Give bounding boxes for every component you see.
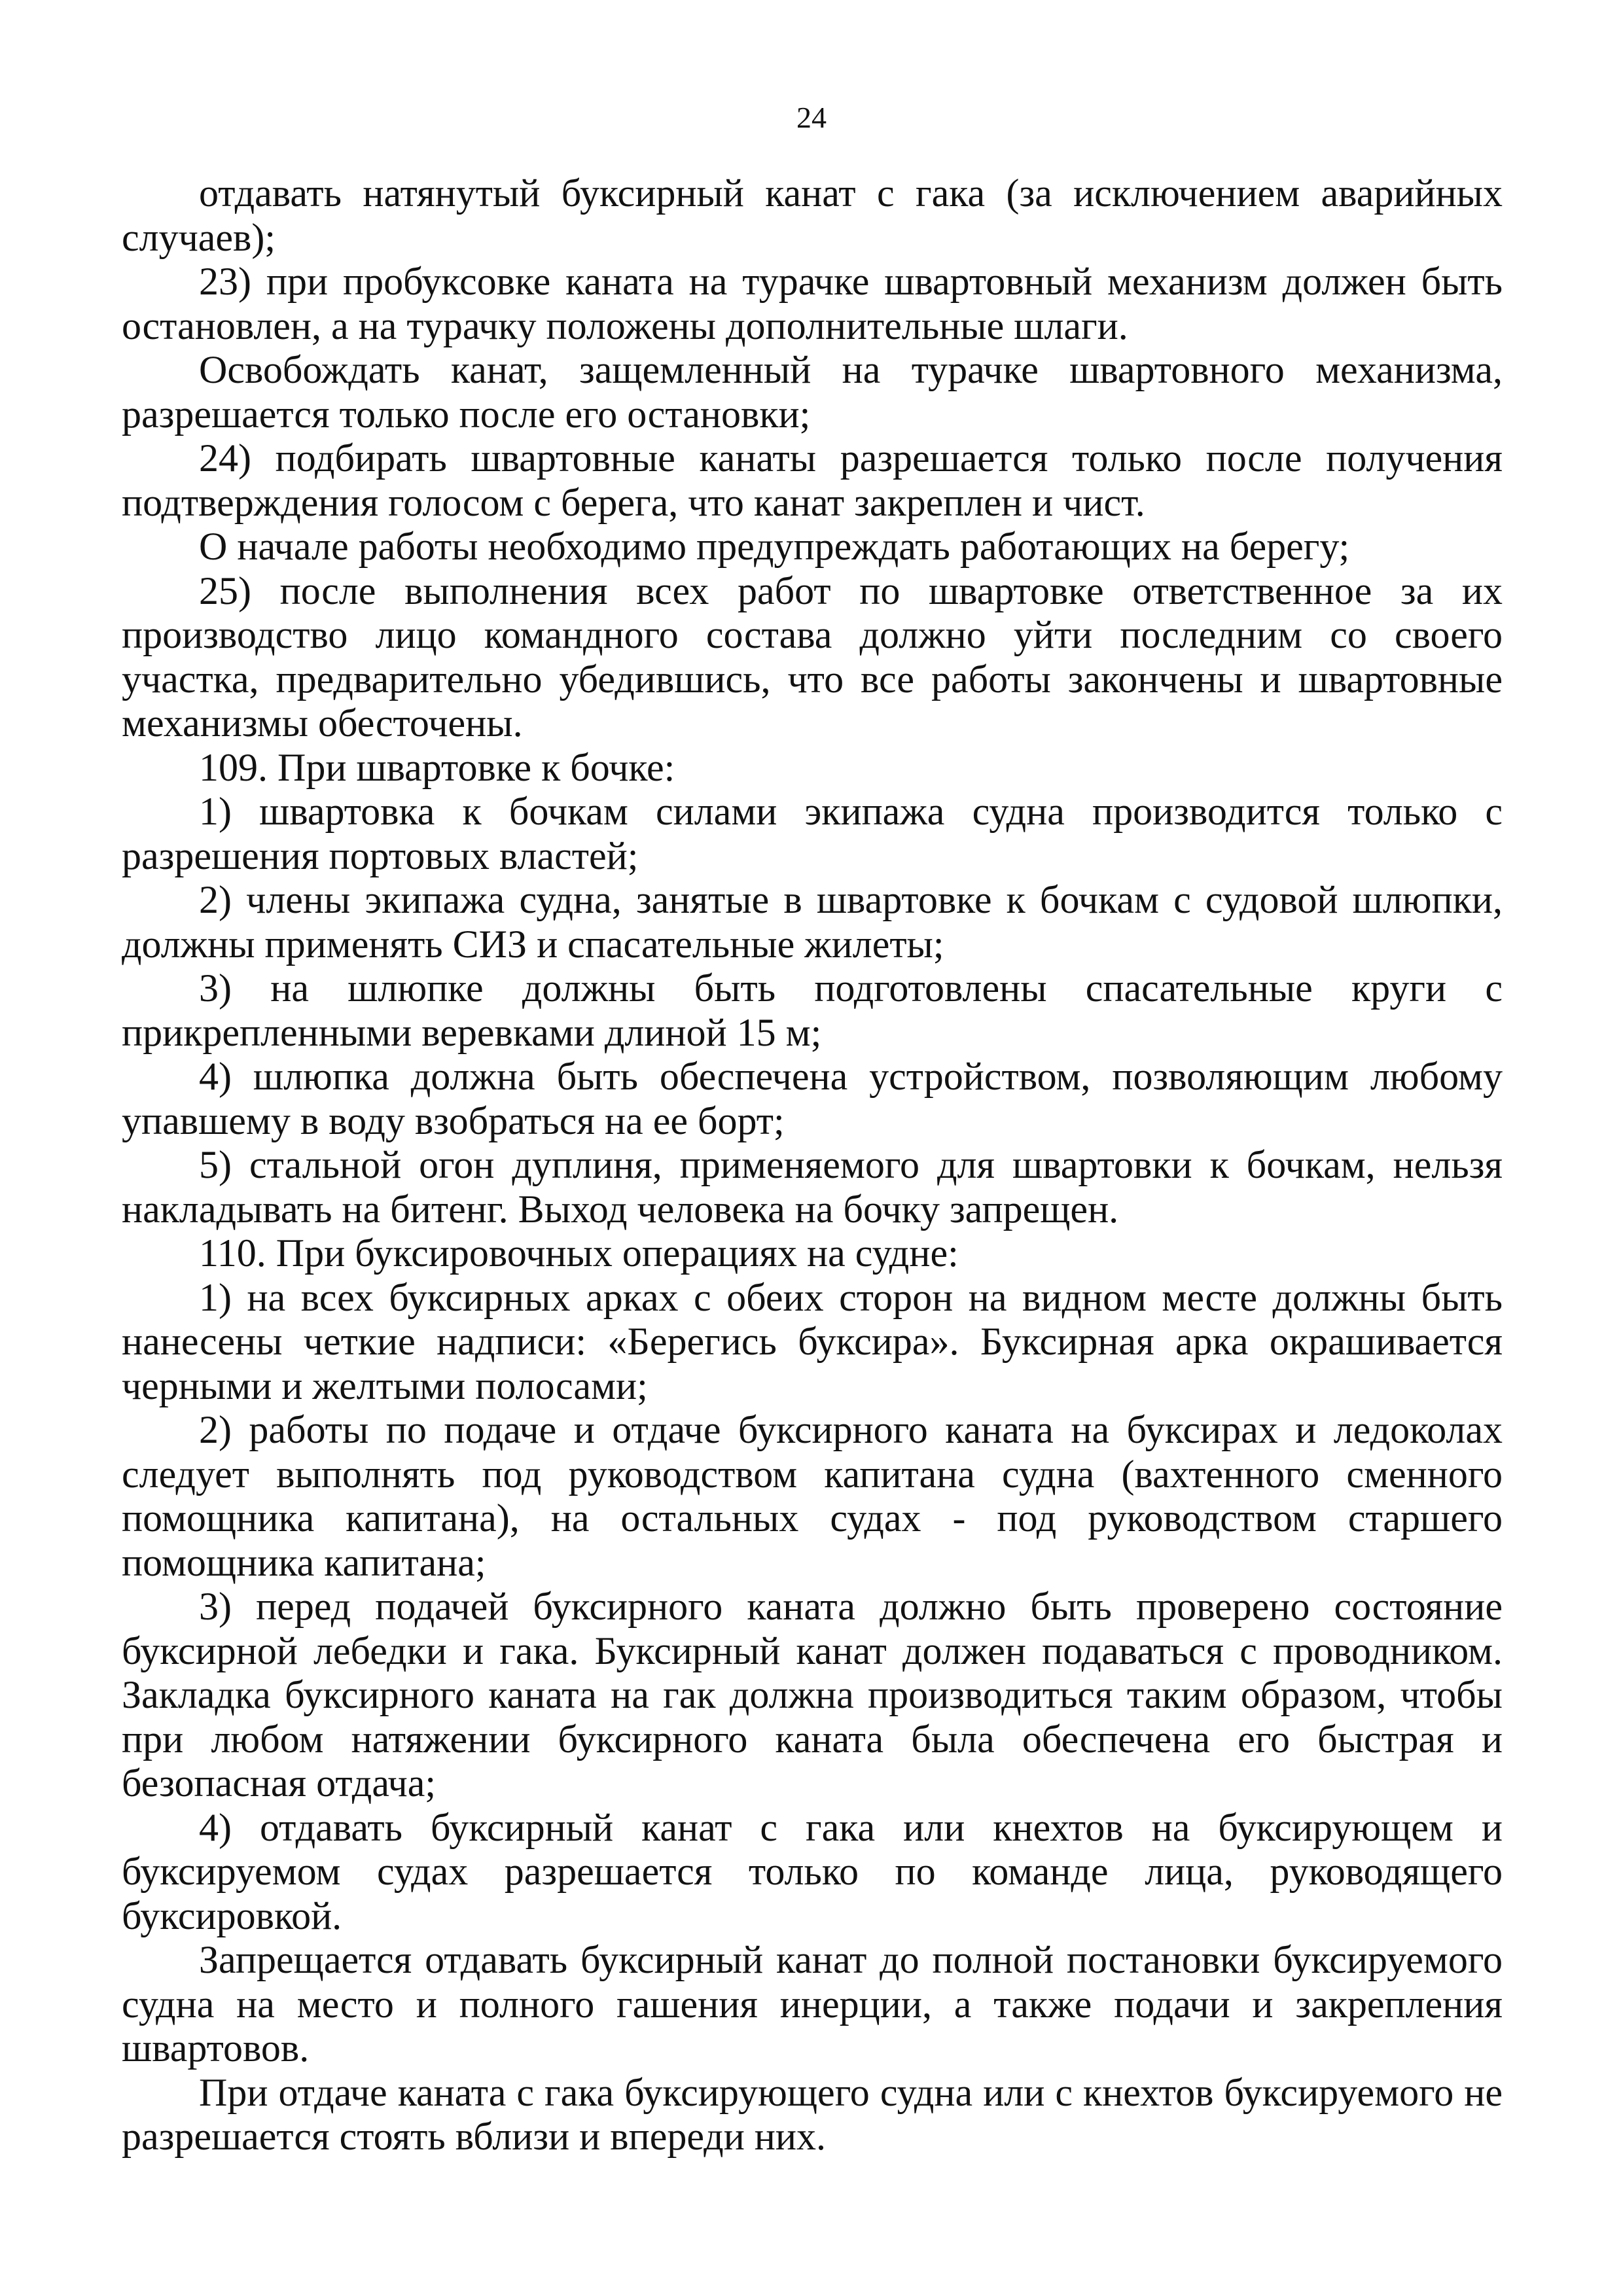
- paragraph-110-item-1: 1) на всех буксирных арках с обеих сторон на видном месте должны быть нанесены четкие надписи: «Берегись буксира». Буксирная арка окрашивается черными и желтыми полосами;: [122, 1275, 1503, 1407]
- paragraph-item-23: 23) при пробуксовке каната на турачке швартовный механизм должен быть остановлен, а на турачку положены дополнительные шлаги.: [122, 260, 1503, 347]
- paragraph-item-23-note: Освобождать канат, защемленный на турачке швартовного механизма, разрешается только после его остановки;: [122, 348, 1503, 436]
- paragraph-110-item-4: 4) отдавать буксирный канат с гака или кнехтов на буксирующем и буксируемом судах разрешается только по команде лица, руководящего буксировкой.: [122, 1805, 1503, 1937]
- paragraph-110-item-2: 2) работы по подаче и отдаче буксирного каната на буксирах и ледоколах следует выполнять под руководством капитана судна (вахтенного сменного помощника капитана), на остальных судах - под руководством старшего помощника капитана;: [122, 1408, 1503, 1584]
- page-number: 24: [796, 101, 827, 134]
- paragraph-continuation: отдавать натянутый буксирный канат с гака (за исключением аварийных случаев);: [122, 171, 1503, 259]
- paragraph-item-25: 25) после выполнения всех работ по швартовке ответственное за их производство лицо командного состава должно уйти последним со своего участка, предварительно убедившись, что все работы закончены и швартовные механизмы обесточены.: [122, 569, 1503, 745]
- paragraph-110-prohibition: Запрещается отдавать буксирный канат до полной постановки буксируемого судна на место и полного гашения инерции, а также подачи и закрепления швартовов.: [122, 1938, 1503, 2070]
- paragraph-109-item-1: 1) швартовка к бочкам силами экипажа судна производится только с разрешения портовых властей;: [122, 790, 1503, 877]
- paragraph-109-item-3: 3) на шлюпке должны быть подготовлены спасательные круги с прикрепленными веревками длиной 15 м;: [122, 966, 1503, 1054]
- paragraph-item-24-note: О начале работы необходимо предупреждать работающих на берегу;: [199, 525, 1350, 568]
- paragraph-109-item-2: 2) члены экипажа судна, занятые в швартовке к бочкам с судовой шлюпки, должны применять СИЗ и спасательные жилеты;: [122, 878, 1503, 966]
- section-heading-110: 110. При буксировочных операциях на судне:: [199, 1231, 959, 1275]
- paragraph-item-24: 24) подбирать швартовные канаты разрешается только после получения подтверждения голосом с берега, что канат закреплен и чист.: [122, 436, 1503, 524]
- paragraph-110-safety-note: При отдаче каната с гака буксирующего судна или с кнехтов буксируемого не разрешается стоять вблизи и впереди них.: [122, 2070, 1503, 2158]
- document-body: [122, 171, 1503, 2159]
- paragraph-110-item-3: 3) перед подачей буксирного каната должно быть проверено состояние буксирной лебедки и гака. Буксирный канат должен подаваться с проводником. Закладка буксирного каната на гак должна производиться таким образом, чтобы при любом натяжении буксирного каната была обеспечена его быстрая и безопасная отдача;: [122, 1585, 1503, 1805]
- paragraph-109-item-5: 5) стальной огон дуплиня, применяемого для швартовки к бочкам, нельзя накладывать на битенг. Выход человека на бочку запрещен.: [122, 1143, 1503, 1231]
- section-heading-109: 109. При швартовке к бочке:: [199, 745, 675, 789]
- paragraph-109-item-4: 4) шлюпка должна быть обеспечена устройством, позволяющим любому упавшему в воду взобраться на ее борт;: [122, 1055, 1503, 1142]
